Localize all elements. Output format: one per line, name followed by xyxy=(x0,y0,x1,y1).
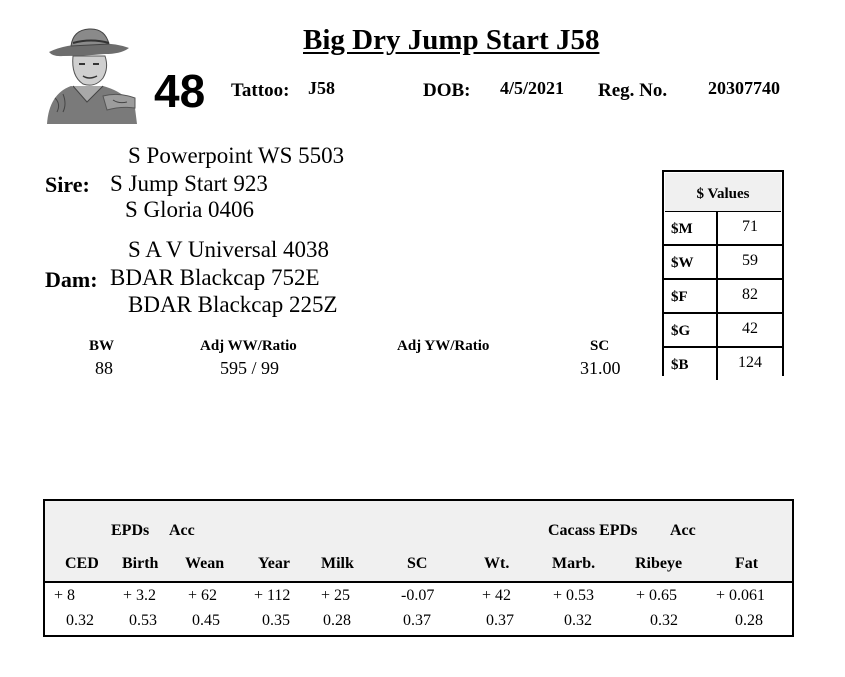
epd-table xyxy=(43,499,794,637)
epd-value: + 8 xyxy=(54,587,76,604)
reg-number-label: Reg. No. xyxy=(598,80,668,101)
dam-name: BDAR Blackcap 752E xyxy=(110,265,320,290)
epd-accuracy: 0.53 xyxy=(129,612,157,629)
epd-col-header: SC xyxy=(407,555,428,572)
epd-accuracy: 0.28 xyxy=(323,612,351,629)
dollar-value-label: $F xyxy=(671,289,688,305)
dollar-values-title: $ Values xyxy=(665,173,781,213)
epd-col-header: Milk xyxy=(321,555,354,572)
epds-acc-label: Acc xyxy=(169,522,195,539)
epd-value: + 0.53 xyxy=(553,587,595,604)
dollar-values-box xyxy=(662,170,784,376)
dollar-value-label: $M xyxy=(671,221,693,237)
dollar-value-number: 59 xyxy=(716,246,782,278)
epd-value: + 0.061 xyxy=(716,587,766,604)
epd-col-header: Year xyxy=(258,555,290,572)
epd-value: + 25 xyxy=(321,587,351,604)
dam-dam: BDAR Blackcap 225Z xyxy=(128,292,338,317)
dollar-value-row xyxy=(664,212,782,246)
epd-accuracy: 0.32 xyxy=(66,612,94,629)
epd-accuracy: 0.28 xyxy=(735,612,763,629)
epd-col-header: Wean xyxy=(185,555,225,572)
sire-name: S Jump Start 923 xyxy=(110,171,268,196)
epd-value: + 42 xyxy=(482,587,512,604)
epds-group-label: EPDs xyxy=(111,522,150,539)
dollar-value-label: $G xyxy=(671,323,691,339)
sire-sire: S Powerpoint WS 5503 xyxy=(128,143,345,168)
carcass-acc-label: Acc xyxy=(670,522,696,539)
dollar-value-number: 124 xyxy=(716,348,782,380)
epd-col-header: Ribeye xyxy=(635,555,683,572)
epd-col-header: Wt. xyxy=(484,555,510,572)
adj-ww-value: 595 / 99 xyxy=(220,358,280,378)
tattoo-value: J58 xyxy=(308,78,335,98)
epd-accuracy: 0.35 xyxy=(262,612,290,629)
cowboy-logo xyxy=(43,24,140,124)
tattoo-label: Tattoo: xyxy=(231,80,290,101)
epd-value: + 3.2 xyxy=(123,587,157,604)
epd-col-header: Marb. xyxy=(552,555,596,572)
epd-col-header: CED xyxy=(65,555,99,572)
dollar-value-number: 71 xyxy=(716,212,782,244)
bw-value: 88 xyxy=(95,358,113,378)
epd-value: + 112 xyxy=(254,587,291,604)
reg-number-value: 20307740 xyxy=(708,78,780,98)
adj-ww-label: Adj WW/Ratio xyxy=(200,338,297,354)
lot-number: 48 xyxy=(154,65,206,117)
epd-value: + 62 xyxy=(188,587,218,604)
epd-value: -0.07 xyxy=(401,587,435,604)
dollar-value-row xyxy=(664,280,782,314)
dam-sire: S A V Universal 4038 xyxy=(128,237,330,262)
epd-accuracy: 0.37 xyxy=(486,612,514,629)
dob-label: DOB: xyxy=(423,80,471,101)
dob-value: 4/5/2021 xyxy=(500,78,565,98)
dollar-value-number: 82 xyxy=(716,280,782,312)
dollar-value-label: $B xyxy=(671,357,689,373)
adj-yw-label: Adj YW/Ratio xyxy=(397,338,490,354)
epd-values-area xyxy=(45,581,792,635)
sire-label: Sire: xyxy=(45,172,90,197)
sc-label: SC xyxy=(590,338,610,354)
sc-value: 31.00 xyxy=(580,358,621,378)
dam-label: Dam: xyxy=(45,267,98,292)
epd-accuracy: 0.32 xyxy=(650,612,678,629)
epd-accuracy: 0.45 xyxy=(192,612,220,629)
animal-name-title: Big Dry Jump Start J58 xyxy=(303,24,600,56)
dollar-value-row xyxy=(664,246,782,280)
dollar-value-row xyxy=(664,314,782,348)
sire-dam: S Gloria 0406 xyxy=(125,197,255,222)
dollar-value-row xyxy=(664,348,782,380)
epd-accuracy: 0.32 xyxy=(564,612,592,629)
dollar-value-number: 42 xyxy=(716,314,782,346)
epd-value: + 0.65 xyxy=(636,587,678,604)
epd-col-header: Fat xyxy=(735,555,759,572)
epd-col-header: Birth xyxy=(122,555,159,572)
carcass-epds-group-label: Cacass EPDs xyxy=(548,522,638,539)
dollar-value-label: $W xyxy=(671,255,694,271)
epd-accuracy: 0.37 xyxy=(403,612,431,629)
bw-label: BW xyxy=(89,338,115,354)
